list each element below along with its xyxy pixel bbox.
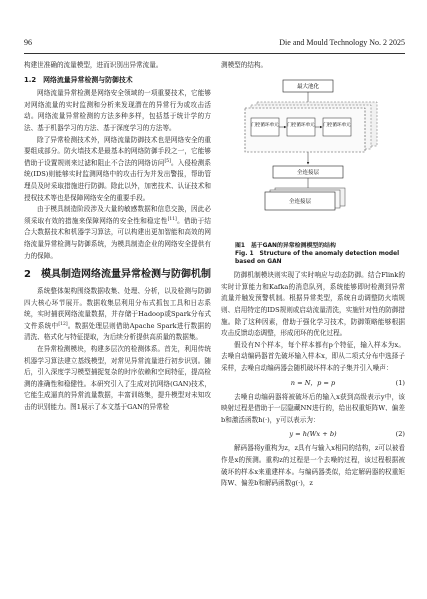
paragraph: 除了异常检测技术外，网络流量防御技术也是网络安全的重要组成部分。防火墙技术是最基本的网络防御手段之一，它能够借助于设置规则来过滤和阻止不合法的网络访问[5]。入侵检测系统(IDS)则能够实时监测网络中的攻击行为并发出警报，帮助管理员及时采取措施进行防御。除此以外，加密技术、认证技术和授权技术等也是保障网络安全的重要手段。	[24, 135, 212, 202]
fc-layer-1-label: 全连接层	[296, 169, 320, 176]
gru-unit-label: 门控循环单元	[323, 122, 351, 128]
header-rule	[24, 53, 405, 54]
equation-1-body: n = N，p = p	[290, 378, 336, 387]
section-heading-1-2: 1.2 网络流量异常检测与防御技术	[24, 75, 133, 84]
model-diagram	[221, 72, 405, 242]
equation-1-number: (1)	[395, 378, 405, 387]
journal-name: Die and Mould Technology No. 2 2025	[279, 38, 405, 47]
page-header	[24, 38, 405, 52]
paragraph: 解码器将y重构为z，z具有与输入x相同的结构，z可以被看作是x的预测。重构z的过程是一个去噪的过程，该过程根据被破坏的样本x来重建样本。与编码器类似，给定解码器的权重矩阵W、偏差b和解码函数g(·)，z	[221, 444, 405, 488]
paragraph: 防御机制模块则实现了实时响应与动态防御。结合Flink的实时计算能力和Kafka的消息队列，系统能够即时检测到异常流量并触发预警机制。根据异常类型，系统自动调整防火墙规则、启用特定的IDS规则或启动流量清洗，实施针对性的防御措施。除了这种因素，借助于强化学习技术，防御策略能够根据攻击反馈动态调整，形成闭环的优化过程。	[221, 271, 405, 338]
paragraph: 假设有N个样本，每个样本都有p个特征，输入样本为x。去噪自动编码器首先破坏输入样本x，即从二项式分布中选择子采样，去噪自动编码器会随机破坏样本的子集并引入噪声：	[221, 340, 405, 372]
equation-2	[221, 428, 405, 441]
paragraph: 网络流量异常检测是网络安全领域的一项重要技术，它能够对网络流量的实时监测和分析来发现潜在的异常行为或攻击活动。网络流量异常检测的方法多种多样，包括基于统计学的方法、基于机器学习的方法、基于深度学习的方法等。	[24, 89, 211, 132]
paragraph: 构建世准确的流量模型，进而识别出异常流量。	[24, 61, 163, 69]
paragraph: 去噪自动编码器将被破坏后的输入x获到高级表示y中，该映射过程是借助于一层隐藏NN进行的，给出权重矩阵W、偏差b和激活函数h(·)，y可以表示为：	[221, 392, 405, 424]
figure-caption	[235, 242, 405, 267]
paragraph: 在异常检测模块，构建多层次的检测体系。首先，利用传统机器学习算法建立基线模型，对常见异常流量进行初步识别。随后，引入深度学习模型捕捉复杂的时序依赖和空间特征，提高检测的准确性和稳健性。本研究引入了生成对抗网络(GAN)技术，它能生成逼真的异常流量数据，丰富训练集，提升模型对未知攻击的识别能力。图1展示了本文基于GAN的异常检	[24, 345, 211, 412]
equation-1	[221, 377, 405, 390]
figure-1	[221, 72, 405, 242]
max-pooling-label: 最大池化	[296, 83, 320, 90]
paragraph: 由于模具制造阶段涉及大量的敏感数据和信息交换，因此必须采取有效的措施来保障网络的安全性和稳定性[11]。借助于结合大数据技术和机器学习算法，可以构建出更加智能和高效的网络流量异常检测与防御系统，为模具制造企业的网络安全提供有力的保障。	[24, 205, 212, 260]
paragraph: 系统整体架构围绕数据收集、处理、分析，以及检测与防御四大核心环节展开。数据收集层利用分布式抓包工具和日志系统，实时捕获网络流量数据，并存储于Hadoop或Spark分布式文件系统中[12]。数据处理层则借助Apache Spark进行数据的清洗、格式化与特征提取，为后续分析提供高质量的数据集。	[24, 287, 212, 342]
right-column	[221, 60, 405, 490]
caption-english: Fig. 1 Structure of the anomaly detection model based on GAN	[235, 250, 400, 265]
left-column	[24, 60, 211, 414]
equation-2-body: y = h(Wx + b)	[289, 430, 337, 439]
paragraph: 测模型的结构。	[221, 61, 268, 69]
equation-2-number: (2)	[395, 430, 405, 439]
fc-layer-2-label: 全连接层	[288, 198, 312, 205]
gru-unit-label: 门控循环单元	[251, 122, 279, 128]
page-number: 96	[24, 38, 32, 47]
gru-unit-label: 门控循环单元	[287, 122, 315, 128]
caption-chinese: 图1 基于GAN的异常检测模型的结构	[235, 242, 336, 249]
section-heading-2: 2 模具制造网络流量异常检测与防御机制	[24, 269, 211, 281]
